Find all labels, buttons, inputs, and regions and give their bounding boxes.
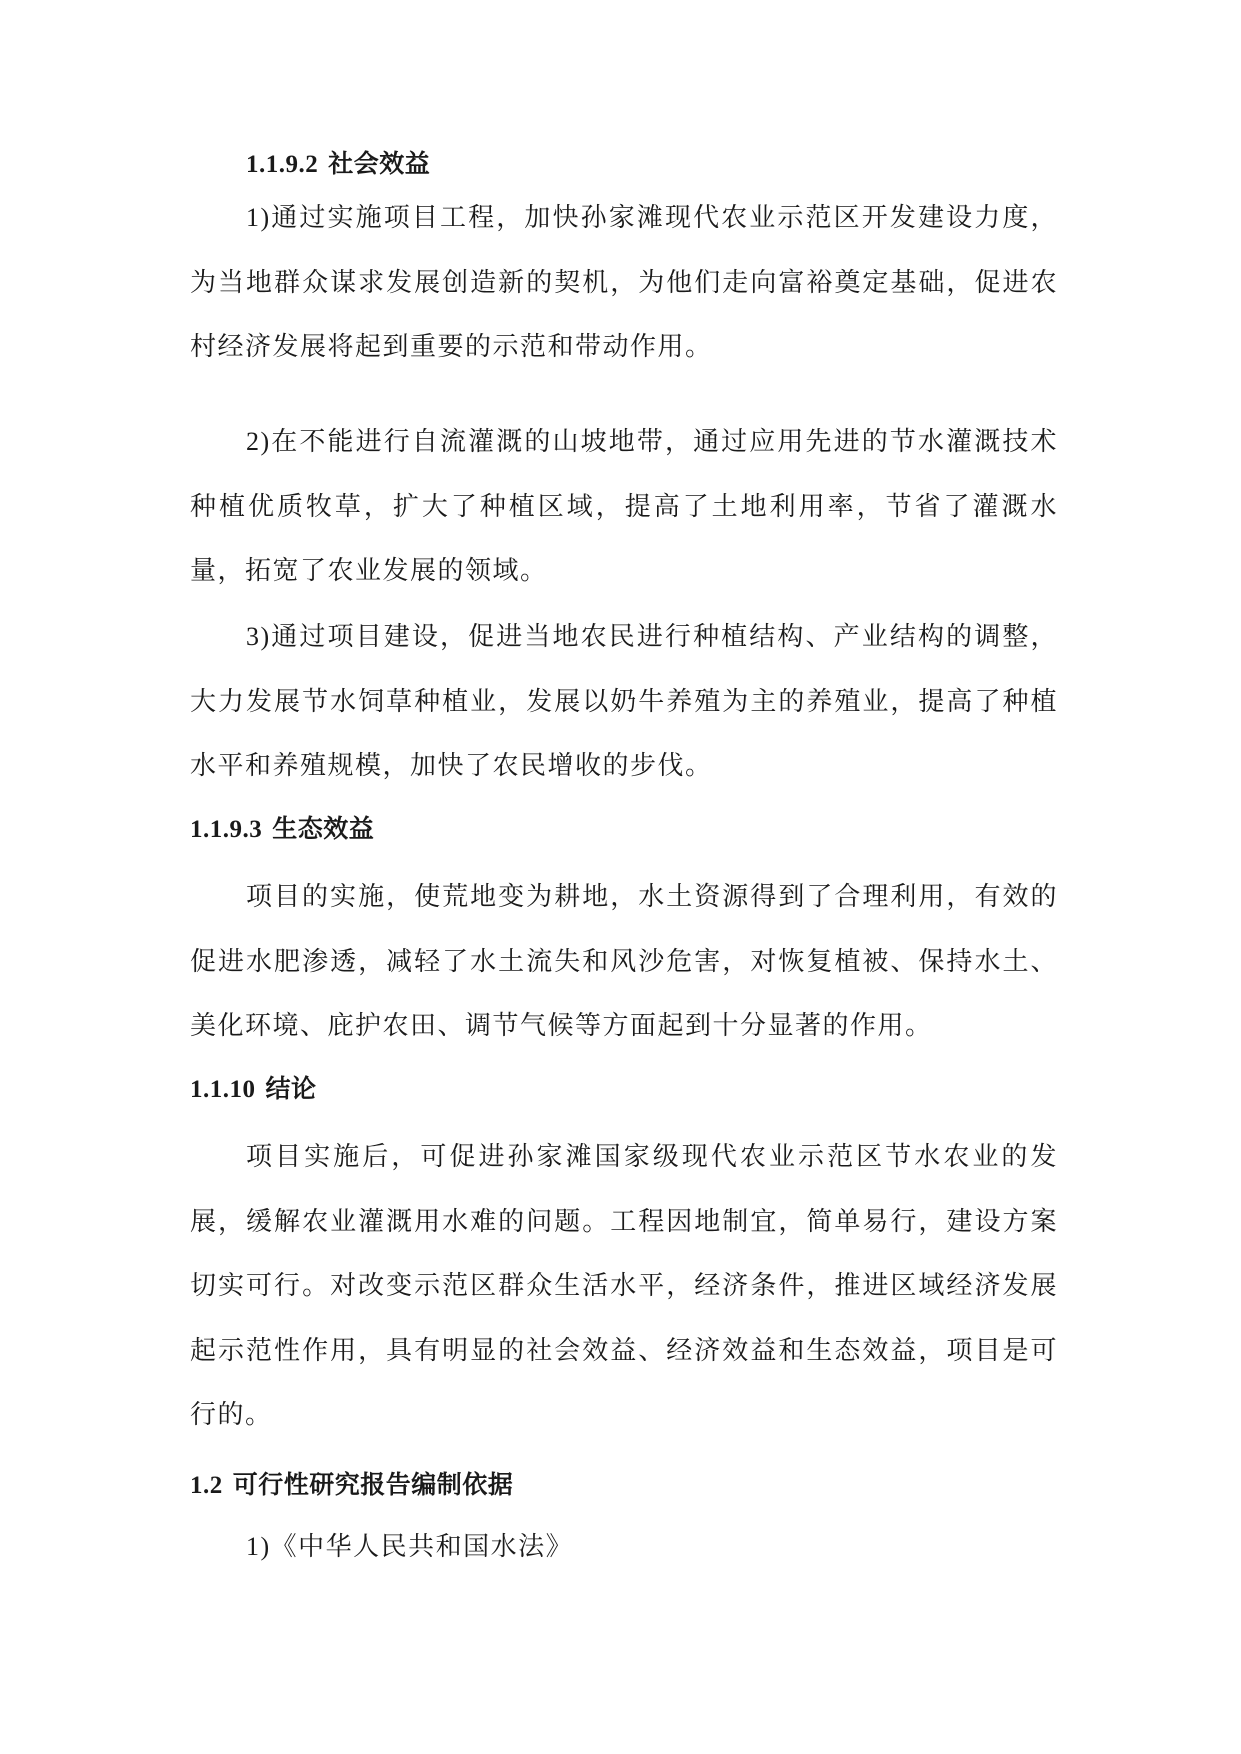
section-title: 社会效益 <box>328 149 431 178</box>
list-marker: 2) <box>246 427 271 456</box>
paragraph-text: 在不能进行自流灌溉的山坡地带，通过应用先进的节水灌溉技术种植优质牧草，扩大了种植区域，提高了土地利用率，节省了灌溉水量，拓宽了农业发展的领域。 <box>190 427 1058 586</box>
section-number: 1.1.9.3 <box>190 816 263 843</box>
paragraph-social-1 <box>190 186 1058 380</box>
paragraph-text: 项目实施后，可促进孙家滩国家级现代农业示范区节水农业的发展，缓解农业灌溉用水难的问题。工程因地制宜，简单易行，建设方案切实可行。对改变示范区群众生活水平，经济条件，推进区域经济发展起示范性作用，具有明显的社会效益、经济效益和生态效益，项目是可行的。 <box>190 1142 1058 1430</box>
section-title: 结论 <box>265 1074 317 1103</box>
list-marker: 1) <box>246 1532 271 1561</box>
paragraph-social-2 <box>190 410 1058 604</box>
section-number: 1.1.10 <box>190 1076 256 1103</box>
section-heading-basis <box>190 1468 1058 1503</box>
paragraph-text: 《中华人民共和国水法》 <box>270 1532 574 1562</box>
section-title: 生态效益 <box>272 814 375 843</box>
section-title: 可行性研究报告编制依据 <box>232 1470 514 1499</box>
section-heading-conclusion <box>190 1072 1058 1107</box>
paragraph-text: 项目的实施，使荒地变为耕地，水土资源得到了合理利用，有效的促进水肥渗透，减轻了水土流失和风沙危害，对恢复植被、保持水土、美化环境、庇护农田、调节气候等方面起到十分显著的作用。 <box>190 882 1058 1041</box>
section-number: 1.1.9.2 <box>246 151 319 178</box>
paragraph-text: 通过项目建设，促进当地农民进行种植结构、产业结构的调整，大力发展节水饲草种植业，发展以奶牛养殖为主的养殖业，提高了种植水平和养殖规模，加快了农民增收的步伐。 <box>190 622 1058 781</box>
paragraph-conclusion <box>190 1125 1058 1448</box>
section-number: 1.2 <box>190 1472 223 1499</box>
list-marker: 1) <box>246 203 271 232</box>
section-heading-social-benefit <box>246 147 1114 182</box>
paragraph-text: 通过实施项目工程，加快孙家滩现代农业示范区开发建设力度，为当地群众谋求发展创造新的契机，为他们走向富裕奠定基础，促进农村经济发展将起到重要的示范和带动作用。 <box>190 203 1058 362</box>
section-heading-eco-benefit <box>190 812 1058 847</box>
paragraph-eco <box>190 865 1058 1059</box>
paragraph-social-3 <box>190 605 1058 799</box>
paragraph-basis-1 <box>190 1515 1058 1580</box>
list-marker: 3) <box>246 622 271 651</box>
